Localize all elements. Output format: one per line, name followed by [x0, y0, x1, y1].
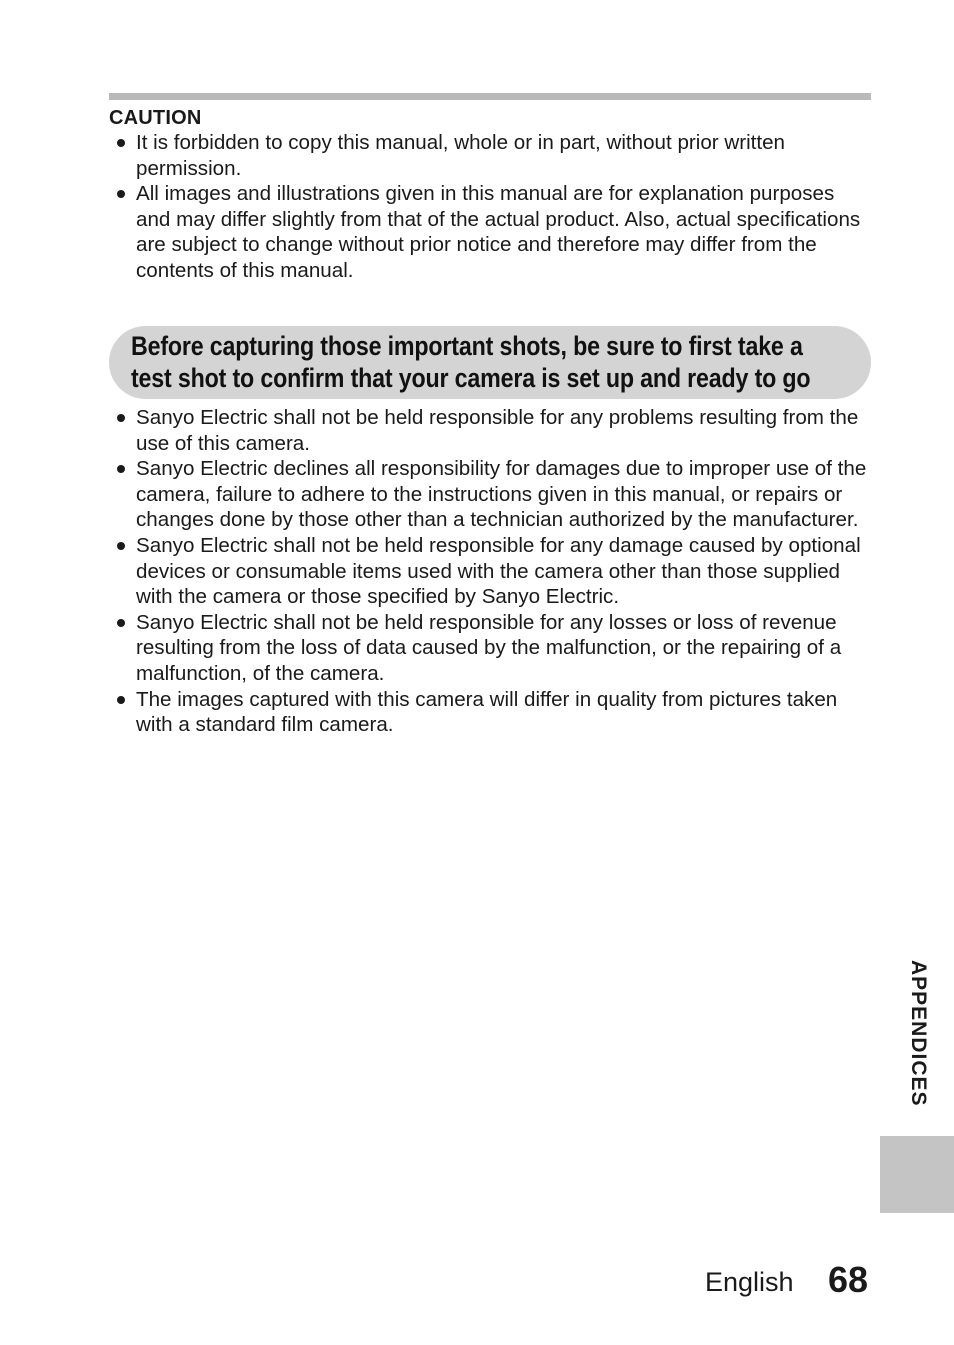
section-heading	[131, 330, 862, 394]
side-tab-label: APPENDICES	[907, 960, 930, 1107]
side-tab-marker	[880, 1136, 954, 1213]
notice-list	[109, 405, 871, 738]
section-heading-line: test shot to confirm that your camera is set up and ready to go	[131, 363, 811, 393]
list-item: All images and illustrations given in this manual are for explanation purposes and may differ slightly from that of the actual product. Also, actual specifications are subject to change without prior notice and therefore may differ from the contents of this manual.	[109, 181, 871, 283]
footer-language: English	[705, 1267, 794, 1297]
page-number: 68	[828, 1259, 869, 1300]
list-item: It is forbidden to copy this manual, whole or in part, without prior written permission.	[109, 130, 871, 181]
list-item: Sanyo Electric shall not be held responsible for any damage caused by optional devices or consumable items used with the camera other than those supplied with the camera or those specified by Sanyo Electric.	[109, 533, 871, 610]
list-item: Sanyo Electric shall not be held responsible for any problems resulting from the use of this camera.	[109, 405, 871, 456]
caution-list	[109, 130, 871, 284]
list-item: Sanyo Electric declines all responsibility for damages due to improper use of the camera, failure to adhere to the instructions given in this manual, or repairs or changes done by those other than a technician authorized by the manufacturer.	[109, 456, 871, 533]
list-item: Sanyo Electric shall not be held responsible for any losses or loss of revenue resulting from the loss of data caused by the malfunction, or the repairing of a malfunction, of the camera.	[109, 610, 871, 687]
top-rule	[109, 93, 871, 100]
caution-title: CAUTION	[109, 107, 202, 129]
section-heading-line: Before capturing those important shots, be sure to first take a	[131, 331, 803, 361]
section-heading-banner	[109, 326, 871, 399]
list-item: The images captured with this camera will differ in quality from pictures taken with a standard film camera.	[109, 687, 871, 738]
